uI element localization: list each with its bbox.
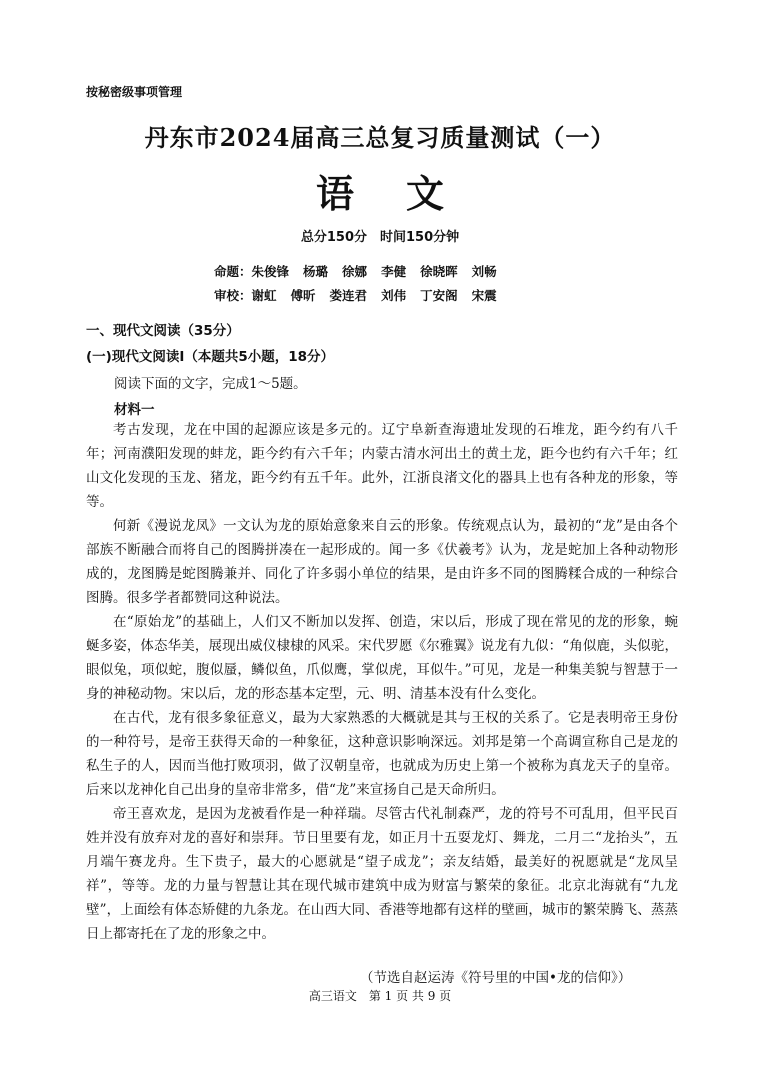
paragraph: 帝王喜欢龙，是因为龙被看作是一种祥瑞。尽管古代礼制森严，龙的符号不可乱用，但平民百姓并没有放弃对龙的喜好和崇拜。节日里要有龙，如正月十五耍龙灯、舞龙，二月二“龙抬头”，五月端午赛龙舟。生下贵子，最大的心愿就是“望子成龙”；亲友结婚，最美好的祝愿就是“龙凤呈祥”，等等。龙的力量与智慧让其在现代城市建筑中成为财富与繁荣的象征。北京北海就有“九龙壁”，上面绘有体态矫健的九条龙。在山西大同、香港等地都有这样的壁画，城市的繁荣腾飞、蒸蒸日上都寄托在了龙的形象之中。 [86,806,678,942]
paragraph: 在古代，龙有很多象征意义，最为大家熟悉的大概就是其与王权的关系了。它是表明帝王身份的一种符号，是帝王获得天命的一种象征，这种意识影响深远。刘邦是第一个高调宣称自己是龙的私生子的人，因而当他打败项羽，做了汉朝皇帝，也就成为历史上第一个被称为真龙天子的皇帝。后来以龙神化自己出身的皇帝非常多，借“龙”来宣扬自己是天命所归。 [86,710,678,798]
subject-char: 语 [315,172,354,216]
reviewer-name: 丁安阁 [420,288,458,303]
score-time: 总分150分 时间150分钟 [300,230,460,245]
paragraph: 考古发现，龙在中国的起源应该是多元的。辽宁阜新查海遗址发现的石堆龙，距今约有八千年；河南濮阳发现的蚌龙，距今约有六千年；内蒙古清水河出土的黄土龙，距今也约有六千年；红山文化发现的玉龙、猪龙，距今约有五千年。此外，江浙良渚文化的器具上也有各种龙的形象，等等。 [86,422,678,510]
instruction: 阅读下面的文字，完成1～5题。 [114,376,307,392]
setters-line [214,262,511,280]
material-label: 材料一 [114,402,155,418]
setter-name: 李健 [381,264,407,279]
setters-label: 命题： [214,264,252,279]
subject-title [0,163,760,218]
subsection-title: (一)现代文阅读Ⅰ（本题共5小题，18分） [86,349,335,365]
reviewer-name: 谢虹 [251,288,277,303]
setter-name: 徐晓晖 [420,264,458,279]
setter-name: 杨璐 [303,264,329,279]
reviewers-label: 审校： [214,288,252,303]
exam-title: 丹东市2024届高三总复习质量测试（一） [144,123,616,152]
part-title: 一、现代文阅读（35分） [86,323,240,339]
passage [86,418,678,946]
setter-name: 朱俊锋 [251,264,290,279]
reviewer-name: 娄连君 [329,288,368,303]
reviewers-line [214,286,511,304]
setter-name: 刘畅 [471,264,497,279]
reviewer-name: 傅昕 [290,288,316,303]
page-footer: 高三语文 第 1 页 共 9 页 [308,989,452,1003]
paragraph: 何新《漫说龙凤》一文认为龙的原始意象来自云的形象。传统观点认为，最初的“龙”是由各个部族不断融合而将自己的图腾拼凑在一起形成的。闻一多《伏羲考》认为，龙是蛇加上各种动物形成的，龙图腾是蛇图腾兼并、同化了许多弱小单位的结果，是由许多不同的图腾糅合成的一种综合图腾。很多学者都赞同这种说法。 [86,518,678,606]
secret-label: 按秘密级事项管理 [86,85,183,99]
source-citation: （节选自赵运涛《符号里的中国•龙的信仰》） [360,970,632,986]
paragraph: 在“原始龙”的基础上，人们又不断加以发挥、创造，宋以后，形成了现在常见的龙的形象，蜿蜒多姿，体态华美，展现出威仪棣棣的风采。宋代罗愿《尔雅翼》说龙有九似：“角似鹿，头似驼，眼似兔，项似蛇，腹似蜃，鳞似鱼，爪似鹰，掌似虎，耳似牛。”可见，龙是一种集美貌与智慧于一身的神秘动物。宋以后，龙的形态基本定型，元、明、清基本没有什么变化。 [86,614,678,702]
reviewer-name: 刘伟 [381,288,407,303]
setter-name: 徐娜 [342,264,368,279]
reviewer-name: 宋震 [471,288,497,303]
subject-char: 文 [406,172,445,216]
